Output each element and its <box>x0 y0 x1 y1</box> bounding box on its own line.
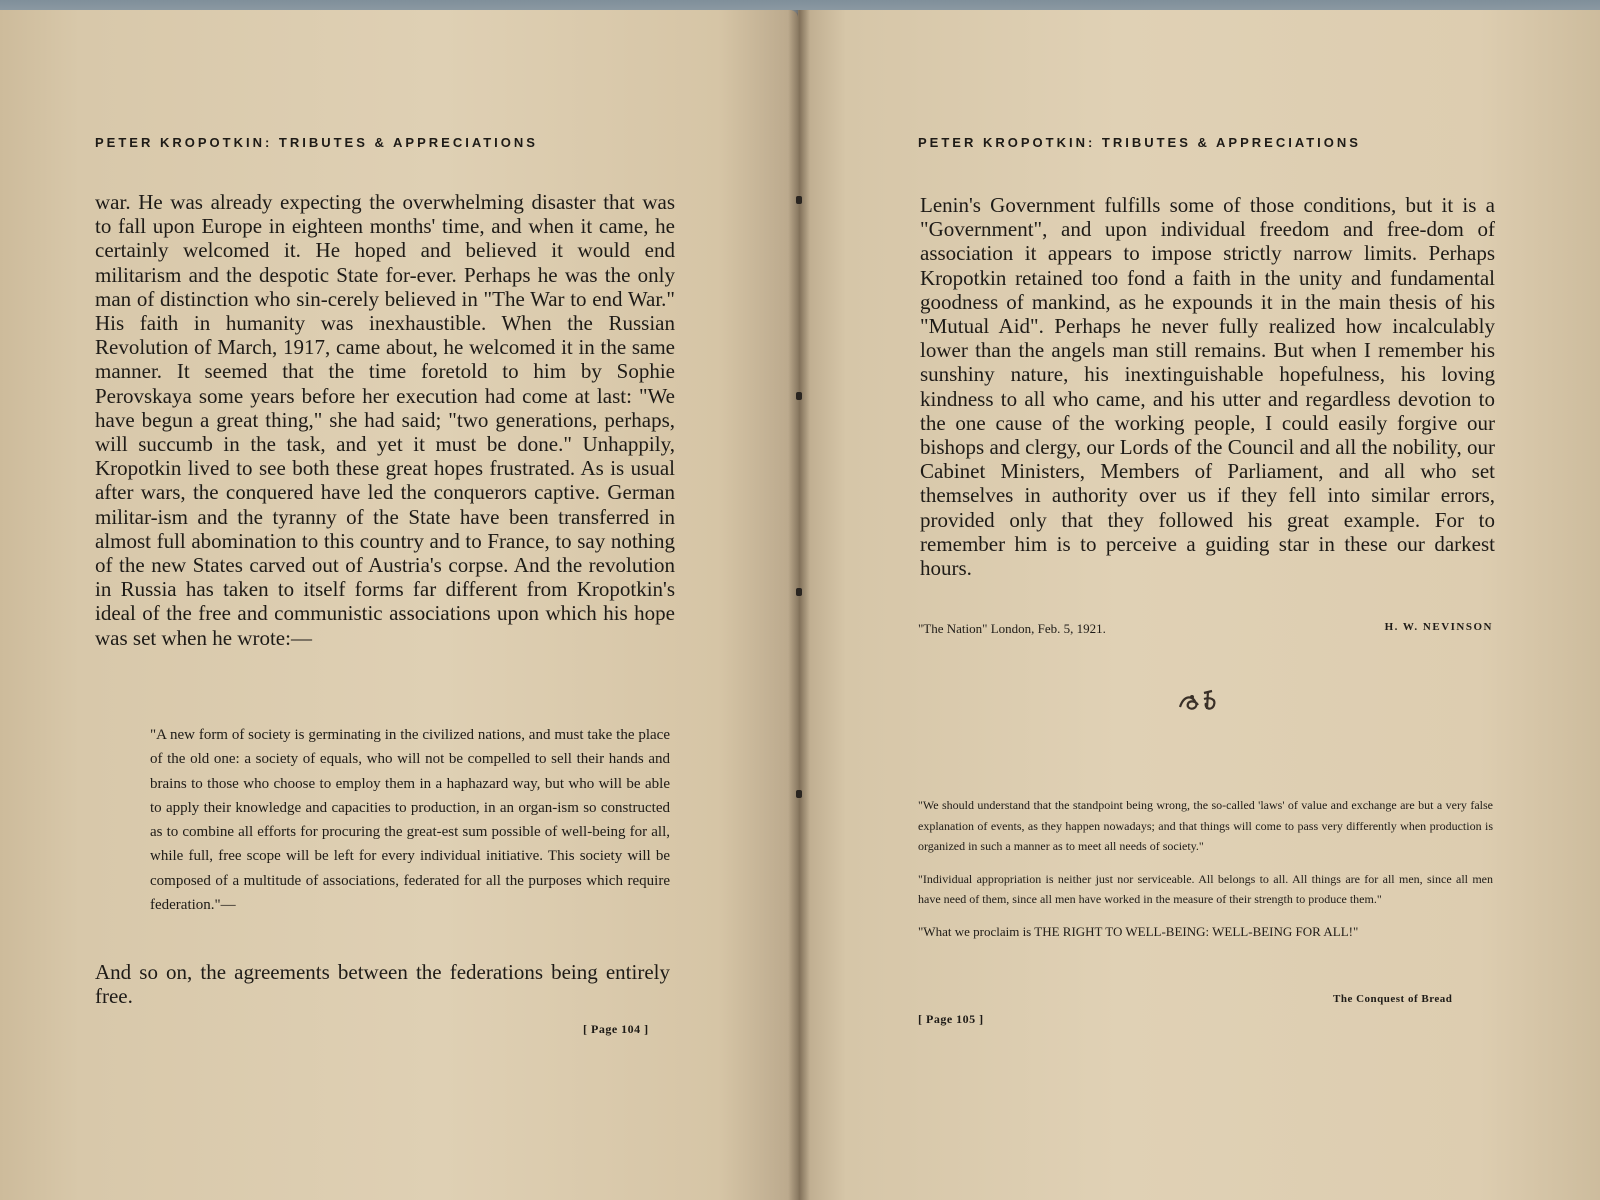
stitch-mark <box>796 588 802 596</box>
epigraph-1: "We should understand that the standpoint being wrong, the so-called 'laws' of value and exchange are but a very false explanation of events, as they happen nowadays; and that things will come to pass very differently when production is organized in such a manner as to meet all needs of society." <box>918 798 1493 853</box>
block-quote: "A new form of society is germinating in the civilized nations, and must take the place of the old one: a society of equals, who will not be compelled to sell their hands and brains to those who choose to employ them in a haphazard way, but who will be able to apply their knowledge and capacities to production, in an organ-ism so constructed as to combine all efforts for procuring the great-est sum possible of well-being for all, while full, free scope will be left for every individual initiative. This society will be composed of a multitude of associations, federated for all the purposes which require federation."— <box>150 727 670 914</box>
running-head: PETER KROPOTKIN: TRIBUTES & APPRECIATIONS <box>95 135 538 150</box>
stitch-mark <box>796 392 802 400</box>
page-number: [ Page 104 ] <box>583 1022 649 1036</box>
citation <box>918 621 1493 637</box>
stitch-mark <box>796 196 802 204</box>
book-gutter <box>788 10 810 1200</box>
epigraphs <box>918 795 1493 954</box>
citation-author: H. W. NEVINSON <box>1384 621 1493 633</box>
running-head: PETER KROPOTKIN: TRIBUTES & APPRECIATIONS <box>918 135 1361 150</box>
epigraph-2: "Individual appropriation is neither just nor serviceable. All belongs to all. All things are for all men, since all men have need of them, since all men have worked in the measure of their strength to produce them." <box>918 871 1493 906</box>
citation-source: "The Nation" London, Feb. 5, 1921. <box>918 621 1106 636</box>
floral-ornament-icon <box>1174 685 1230 715</box>
right-page <box>798 10 1600 1200</box>
left-page <box>0 10 798 1200</box>
closing-paragraph: And so on, the agreements between the federations being entirely free. <box>95 960 670 1008</box>
epigraph-3: "What we proclaim is THE RIGHT TO WELL-BEING: WELL-BEING FOR ALL!" <box>918 923 1359 939</box>
page-number: [ Page 105 ] <box>918 1012 984 1026</box>
body-text: Lenin's Government fulfills some of those conditions, but it is a "Government", and upon individual freedom and free-dom of association it appears to impose strictly narrow limits. Perhaps Kropotkin retained too fond a faith in the unity and fundamental goodness of mankind, as he expounds it in the main thesis of his "Mutual Aid". Perhaps he never fully realized how incalculably lower than the angels man still remains. But when I remember his sunshiny nature, his inextinguishable hopefulness, his loving kindness to all who came, and his utter and regardless devotion to the one cause of the working people, I could easily forgive our bishops and clergy, our Lords of the Council and all the nobility, our Cabinet Ministers, Members of Parliament, and all who set themselves in authority over us if they fell into similar errors, provided only that they followed his great example. For to remember him is to perceive a guiding star in these our darkest hours. <box>920 193 1495 581</box>
body-text: war. He was already expecting the overwhelming disaster that was to fall upon Europe in eighteen months' time, and when it came, he certainly welcomed it. He hoped and believed it would end militarism and the despotic State for-ever. Perhaps he was the only man of distinction who sin-cerely believed in "The War to end War." His faith in humanity was inexhaustible. When the Russian Revolution of March, 1917, came about, he welcomed it in the same manner. It seemed that the time foretold to him by Sophie Perovskaya some years before her execution had come at last: "We have begun a great thing," she had said; "two generations, perhaps, will succumb in the task, and yet it must be done." Unhappily, Kropotkin lived to see both these great hopes frustrated. As is usual after wars, the conquered have led the conquerors captive. German militar-ism and the tyranny of the State have been transferred in almost full abomination to this country and to France, to say nothing of the new States carved out of Austria's corpse. And the revolution in Russia has taken to itself forms far different from Kropotkin's ideal of the free and communistic associations upon which his hope was set when he wrote:— <box>95 190 675 650</box>
stitch-mark <box>796 790 802 798</box>
epigraph-source: The Conquest of Bread <box>1333 993 1453 1005</box>
